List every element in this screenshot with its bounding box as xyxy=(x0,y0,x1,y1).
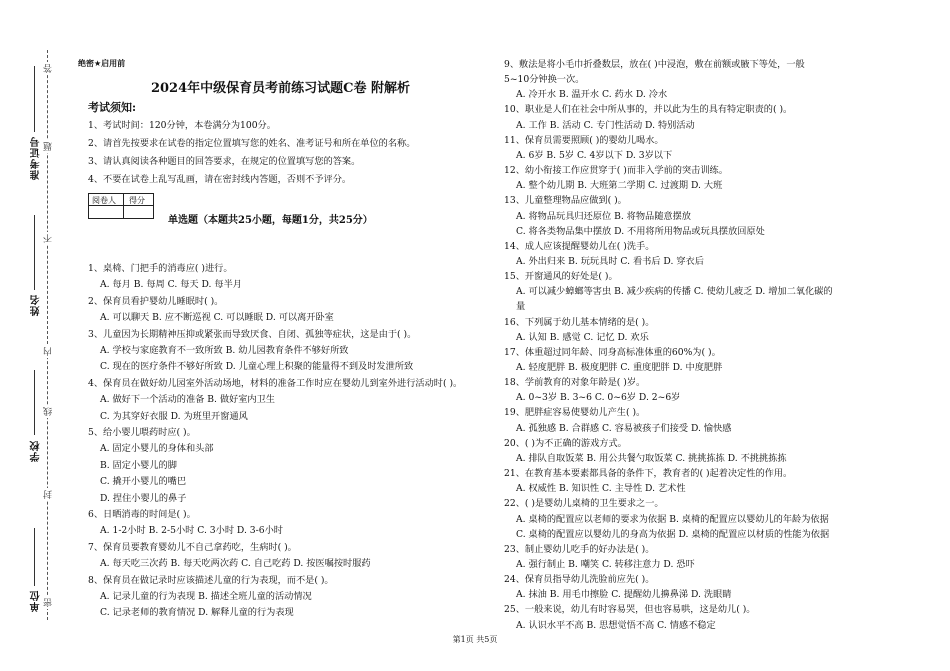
question-text: 18、学前教育的对象年龄是( )岁。 xyxy=(504,377,646,389)
school-label: 学校 xyxy=(31,440,42,462)
question-text: 13、儿童整理物品应做到( )。 xyxy=(504,195,627,207)
answer-options: A. 可以聊天 B. 应不断巡视 C. 可以睡眠 D. 可以离开卧室 xyxy=(100,312,334,324)
answer-options: 量 xyxy=(516,301,526,313)
question-text: 15、开窗通风的好处是( )。 xyxy=(504,271,618,283)
question-text: 23、制止婴幼儿吃手的好办法是( )。 xyxy=(504,543,655,555)
question-text: 8、保育员在做记录时应该描述儿童的行为表现，而不是( )。 xyxy=(88,574,334,586)
question-text: 11、保育员需要照顾( )的婴幼儿喝水。 xyxy=(504,134,664,146)
question-text: 22、( )是婴幼儿桌椅的卫生要求之一。 xyxy=(504,498,664,510)
question-text: 10、职业是人们在社会中所从事的，并以此为生的具有特定职责的( )。 xyxy=(504,104,793,116)
name-line xyxy=(34,215,35,290)
name-label: 姓名 xyxy=(31,294,42,316)
question-text: 21、在教育基本要素都具备的条件下，教育者的( )起着决定性的作用。 xyxy=(504,468,793,480)
exam-title: 2024年中级保育员考前练习试题C卷 附解析 xyxy=(150,81,411,96)
admission-number-line xyxy=(34,66,35,132)
answer-options: A. 记录儿童的行为表现 B. 描述全班儿童的活动情况 xyxy=(100,591,312,602)
question-text: 16、下列属于幼儿基本情绪的是( )。 xyxy=(504,316,655,328)
notice-heading: 考试须知: xyxy=(88,101,137,114)
question-text: 14、成人应该提醒婴幼儿在( )洗手。 xyxy=(504,240,655,252)
answer-options: A. 6岁 B. 5岁 C. 4岁以下 D. 3岁以下 xyxy=(516,149,673,161)
cut-char: 密 xyxy=(44,598,54,607)
cut-char: 封 xyxy=(44,490,54,499)
question-text: 4、保育员在做好幼儿园室外活动场地，材料的准备工作时应在婴幼儿到室外进行活动时( )。 xyxy=(88,377,463,389)
answer-options: C. 为其穿好衣服 D. 为班里开窗通风 xyxy=(100,410,248,422)
answer-options: A. 做好下一个活动的准备 B. 做好室内卫生 xyxy=(100,394,275,406)
question-text: 12、幼小衔接工作应贯穿于( )而非入学前的突击训练。 xyxy=(504,165,728,177)
reviewer-label: 阅卷人 xyxy=(92,196,116,205)
answer-options: A. 1-2小时 B. 2-5小时 C. 3小时 D. 3-6小时 xyxy=(100,525,283,537)
answer-options: A. 整个幼儿期 B. 大班第二学期 C. 过渡期 D. 大班 xyxy=(516,180,723,192)
answer-options: A. 权威性 B. 知识性 C. 主导性 D. 艺术性 xyxy=(516,483,686,495)
answer-options: A. 排队自取饭菜 B. 用公共餐勺取饭菜 C. 挑挑拣拣 D. 不挑挑拣拣 xyxy=(516,452,787,464)
cut-char: 答 xyxy=(44,64,54,73)
notice-item: 3、请认真阅读各种题目的回答要求，在规定的位置填写您的答案。 xyxy=(88,156,361,167)
answer-options: D. 捏住小婴儿的鼻子 xyxy=(100,492,187,504)
answer-options: A. 工作 B. 活动 C. 专门性活动 D. 特别活动 xyxy=(516,119,695,131)
answer-options: A. 每月 B. 每周 C. 每天 D. 每半月 xyxy=(100,279,242,291)
answer-options: A. 将物品玩具归还原位 B. 将物品随意摆放 xyxy=(516,210,691,222)
cut-char: 内 xyxy=(44,347,54,356)
answer-options: A. 每天吃三次药 B. 每天吃两次药 C. 自己吃药 D. 按医嘱按时服药 xyxy=(100,558,371,570)
answer-options: A. 固定小婴儿的身体和头部 xyxy=(100,443,214,455)
seal-dashed-line xyxy=(47,50,48,620)
answer-options: C. 撬开小婴儿的嘴巴 xyxy=(100,476,187,488)
answer-options: A. 孤独感 B. 合群感 C. 容易被孩子们接受 D. 愉快感 xyxy=(516,422,732,434)
cut-char: 线 xyxy=(44,407,54,416)
answer-options: C. 桌椅的配置应以婴幼儿的身高为依据 D. 桌椅的配置应以材质的性能为依据 xyxy=(516,528,830,540)
answer-options: A. 桌椅的配置应以老师的要求为依据 B. 桌椅的配置应以婴幼儿的年龄为依据 xyxy=(516,513,829,525)
score-box xyxy=(88,193,154,219)
answer-options: A. 抹油 B. 用毛巾擦脸 C. 提醒幼儿擤鼻涕 D. 洗眼睛 xyxy=(516,589,732,601)
question-text: 5、给小婴儿喂药时应( )。 xyxy=(88,427,196,438)
page-footer: 第1页 共5页 xyxy=(452,635,498,644)
score-label: 得分 xyxy=(129,196,145,205)
question-text: 25、一般来说，幼儿有时容易哭，但也容易哄，这是幼儿( )。 xyxy=(504,604,756,616)
answer-options: A. 认知 B. 感觉 C. 记忆 D. 欢乐 xyxy=(516,331,649,343)
cut-char: 不 xyxy=(44,234,54,243)
answer-options: A. 学校与家庭教育不一致所致 B. 幼儿园教育条件不够好所致 xyxy=(100,345,349,356)
answer-options: A. 0~3岁 B. 3~6 C. 0~6岁 D. 2~6岁 xyxy=(516,392,681,404)
question-text: 20、( )为不正确的游戏方式。 xyxy=(504,437,627,449)
question-text: 7、保育员要教育婴幼儿不自己拿药吃，生病时( )。 xyxy=(88,541,297,553)
answer-options: A. 认识水平不高 B. 思想觉悟不高 C. 情感不稳定 xyxy=(516,619,716,631)
notice-item: 1、考试时间：120分钟，本卷满分为100分。 xyxy=(88,120,276,131)
unit-line xyxy=(34,528,35,586)
notice-item: 2、请首先按要求在试卷的指定位置填写您的姓名、准考证号和所在单位的名称。 xyxy=(88,138,416,149)
answer-options: C. 记录老师的教育情况 D. 解释儿童的行为表现 xyxy=(100,607,294,619)
unit-label: 单位 xyxy=(31,590,42,612)
notice-item: 4、不要在试卷上乱写乱画，请在密封线内答题，否则不予评分。 xyxy=(88,174,352,185)
section-heading: 单选题（本题共25小题，每题1分，共25分） xyxy=(168,215,373,226)
binding-margin xyxy=(0,0,60,671)
secret-mark: 绝密★启用前 xyxy=(78,59,126,68)
cut-char: 题 xyxy=(44,142,54,151)
question-text: 6、日晒消毒的时间是( )。 xyxy=(88,509,196,520)
question-text: 17、体重超过同年龄、同身高标准体重的60%为( )。 xyxy=(504,346,721,358)
question-text: 1、桌椅、门把手的消毒应( )进行。 xyxy=(88,263,233,274)
answer-options: A. 强行制止 B. 嘲笑 C. 转移注意力 D. 恐吓 xyxy=(516,558,695,570)
answer-options: C. 现在的医疗条件不够好所致 D. 儿童心理上积聚的能量得不到及时发泄所致 xyxy=(100,361,414,373)
answer-options: C. 将各类物品集中摆放 D. 不用将所用物品或玩具摆放回原处 xyxy=(516,225,765,237)
score-box-divider xyxy=(123,194,124,218)
answer-options: A. 冷开水 B. 温开水 C. 药水 D. 冷水 xyxy=(516,89,668,101)
question-text: 9、敷法是将小毛巾折叠数层，放在( )中浸泡，敷在前额或腋下等处，一般 xyxy=(504,59,805,70)
answer-options: A. 可以减少蟑螂等害虫 B. 减少疾病的传播 C. 使幼儿疲乏 D. 增加二氧化碳的 xyxy=(516,286,833,298)
school-line xyxy=(34,370,35,435)
answer-options: A. 外出归来 B. 玩玩具时 C. 看书后 D. 穿衣后 xyxy=(516,255,704,267)
answer-options: A. 轻度肥胖 B. 极度肥胖 C. 重度肥胖 D. 中度肥胖 xyxy=(516,362,723,373)
question-text: 24、保育员指导幼儿洗脸前应先( )。 xyxy=(504,574,655,586)
admission-number-label: 准考证号 xyxy=(31,136,42,180)
question-text: 19、肥胖症容易使婴幼儿产生( )。 xyxy=(504,407,646,419)
question-text: 3、儿童因为长期精神压抑或紧张而导致厌食、自闭、孤独等症状，这是由于( )。 xyxy=(88,328,417,340)
question-text: 2、保育员看护婴幼儿睡眠时( )。 xyxy=(88,295,224,307)
answer-options: B. 固定小婴儿的脚 xyxy=(100,459,177,471)
question-text: 5~10分钟换一次。 xyxy=(504,74,585,86)
